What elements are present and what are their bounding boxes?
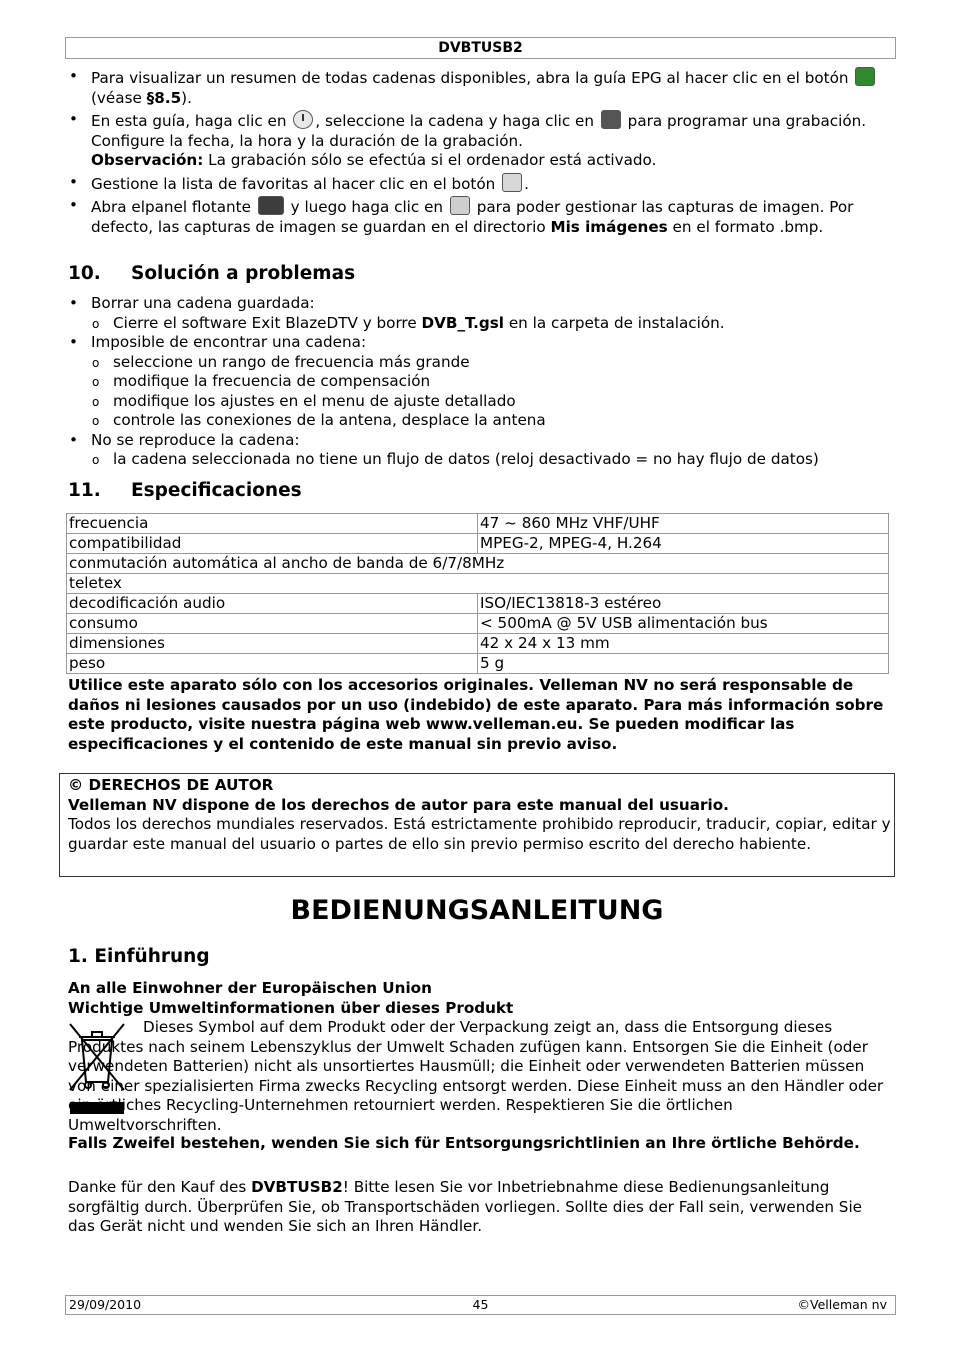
- spec-label: consumo: [67, 614, 478, 634]
- solution-item: o modifique la frecuencia de compensación: [91, 372, 890, 392]
- spec-row: [67, 554, 889, 574]
- solution-item: o modifique los ajustes en el menu de ajuste detallado: [91, 392, 890, 412]
- epg-button-icon: [855, 67, 875, 86]
- page-title: BEDIENUNGSANLEITUNG: [290, 895, 664, 926]
- solution-item: o seleccione un rango de frecuencia más grande: [91, 353, 890, 373]
- german-h1: 1. Einführung: [68, 946, 210, 967]
- solution-item: o la cadena seleccionada no tiene un flujo de datos (reloj desactivado = no hay flujo de datos): [91, 450, 890, 470]
- copyright-text: Todos los derechos mundiales reservados. Está estrictamente prohibido reproducir, traducir, copiar, editar y guardar este manual del usuario o partes de ello sin previo permiso escrito del derecho habiente.: [68, 815, 891, 853]
- spec-value: 47 ~ 860 MHz VHF/UHF: [478, 514, 889, 534]
- copyright-bold: Velleman NV dispone de los derechos de autor para este manual del usuario.: [68, 795, 729, 814]
- disposal-note: Falls Zweifel bestehen, wenden Sie sich für Entsorgungsrichtlinien an Ihre örtliche Behörde.: [68, 1134, 860, 1152]
- note-label: Observación:: [91, 151, 204, 169]
- spec-label: conmutación automática al ancho de banda de 6/7/8MHz: [67, 554, 889, 574]
- spec-row: [67, 634, 889, 654]
- bullet-recording: • En esta guía, haga clic en , seleccione la cadena y haga clic en para programar una grabación. Configure la fecha, la hora y la duración de la grabación. Observación: La grabación sólo se efectúa si el ordenador está activado.: [68, 110, 890, 171]
- bullet-epg: • Para visualizar un resumen de todas cadenas disponibles, abra la guía EPG al hacer clic en el botón (véase §8.5).: [68, 67, 890, 108]
- spec-value: < 500mA @ 5V USB alimentación bus: [478, 614, 889, 634]
- bullet-favorites: • Gestione la lista de favoritas al hacer clic en el botón .: [68, 173, 890, 195]
- troubleshooting-list: [68, 294, 890, 470]
- spec-value: ISO/IEC13818-3 estéreo: [478, 594, 889, 614]
- thanks-paragraph: Danke für den Kauf des DVBTUSB2! Bitte lesen Sie vor Inbetriebnahme diese Bedienungsanleitung sorgfältig durch. Überprüfen Sie, ob Transportschäden vorliegen. Sollte dies der Fall sein, verwenden Sie das Gerät nicht und wenden Sie sich an Ihren Händler.: [68, 1178, 863, 1235]
- spec-label: teletex: [67, 574, 889, 594]
- spec-value: 5 g: [478, 654, 889, 674]
- eu-heading: An alle Einwohner der Europäischen Union Wichtige Umweltinformationen über dieses Produkt: [68, 979, 514, 1017]
- problem-item: • Imposible de encontrar una cadena: o seleccione un rango de frecuencia más grande o modifique la frecuencia de compensación o modifique los ajustes en el menu de ajuste detallado o controle las conexiones de la antena, desplace la antena: [68, 333, 890, 431]
- spec-label: frecuencia: [67, 514, 478, 534]
- spec-row: [67, 514, 889, 534]
- usage-notice: Utilice este aparato sólo con los accesorios originales. Velleman NV no será responsable de daños ni lesiones causados por un uso (indebido) de este aparato. Para más información sobre este producto, visite nuestra página web www.velleman.eu. Se pueden modificar las especificaciones y el contenido de este manual sin previo aviso.: [68, 676, 884, 753]
- specifications-table: [66, 513, 889, 674]
- copyright-heading: © DERECHOS DE AUTOR: [68, 776, 274, 794]
- spec-label: dimensiones: [67, 634, 478, 654]
- spec-row: [67, 654, 889, 674]
- spec-value: 42 x 24 x 13 mm: [478, 634, 889, 654]
- spec-row: [67, 534, 889, 554]
- spec-label: peso: [67, 654, 478, 674]
- page-header: [65, 37, 896, 59]
- spec-row: [67, 614, 889, 634]
- camera-icon: [450, 196, 470, 215]
- page-number: 45: [472, 1297, 489, 1312]
- spec-value: MPEG-2, MPEG-4, H.264: [478, 534, 889, 554]
- spec-row: [67, 574, 889, 594]
- section-11-heading: 11. Especificaciones: [68, 480, 302, 501]
- spec-row: [67, 594, 889, 614]
- footer-copyright: ©Velleman nv: [797, 1297, 887, 1312]
- page-footer: [65, 1295, 896, 1315]
- copyright-box: [59, 773, 895, 877]
- problem-item: • Borrar una cadena guardada: o Cierre el software Exit BlazeDTV y borre DVB_T.gsl en la carpeta de instalación.: [68, 294, 890, 333]
- heart-icon: [502, 173, 522, 192]
- spec-label: compatibilidad: [67, 534, 478, 554]
- clock-icon: [293, 110, 313, 129]
- spec-label: decodificación audio: [67, 594, 478, 614]
- solution-item: o Cierre el software Exit BlazeDTV y borre DVB_T.gsl en la carpeta de instalación.: [91, 314, 890, 334]
- footer-date: 29/09/2010: [69, 1297, 142, 1312]
- header-title: DVBTUSB2: [438, 40, 523, 56]
- floating-panel-icon: [258, 196, 284, 215]
- record-schedule-icon: [601, 110, 621, 129]
- bullet-captures: • Abra elpanel flotante y luego haga clic en para poder gestionar las capturas de imagen. Por defecto, las capturas de imagen se guardan en el directorio Mis imágenes en el formato .bmp.: [68, 196, 890, 237]
- section-10-heading: 10. Solución a problemas: [68, 263, 356, 284]
- feature-bullets: [68, 67, 890, 237]
- solution-item: o controle las conexiones de la antena, desplace la antena: [91, 411, 890, 431]
- weee-text: Dieses Symbol auf dem Produkt oder der Verpackung zeigt an, dass die Entsorgung dieses Produktes nach seinem Lebenszyklus der Umwelt Schaden zufügen kann. Entsorgen Sie die Einheit (oder verwendeten Batterien) nicht als unsortiertes Hausmüll; die Einheit oder verwendeten Batterien müssen von einer spezialisierten Firma zwecks Recycling entsorgt werden. Diese Einheit muss an den Händler oder ein örtliches Recycling-Unternehmen retourniert werden. Respektieren Sie die örtlichen Umweltvorschriften.: [68, 1018, 884, 1134]
- problem-item: • No se reproduce la cadena: o la cadena seleccionada no tiene un flujo de datos (reloj desactivado = no hay flujo de datos): [68, 431, 890, 470]
